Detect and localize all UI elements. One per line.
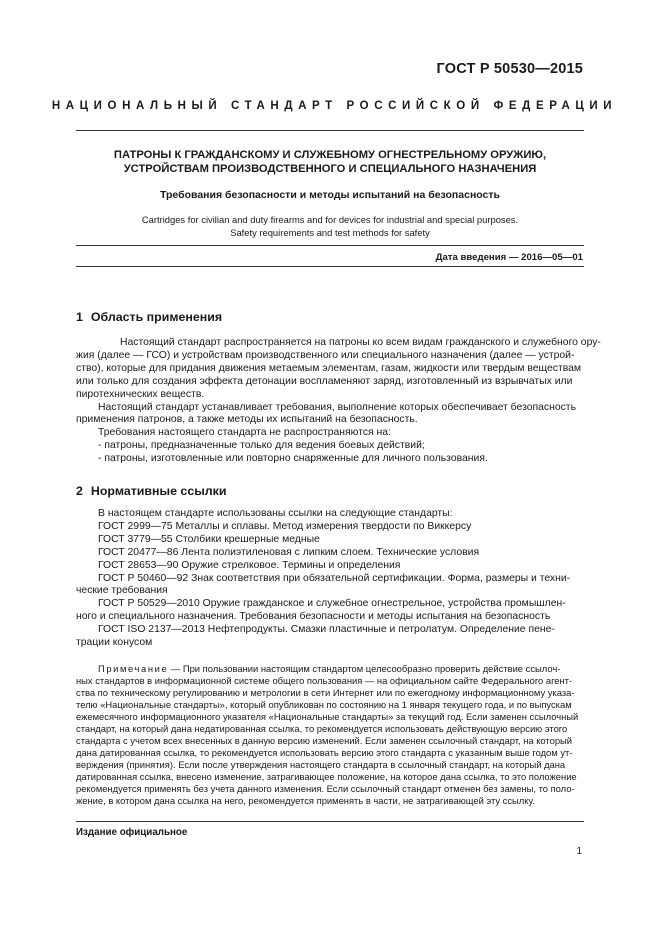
note-label: Примечание [98,663,169,674]
reference-item: ГОСТ ISO 2137—2013 Нефтепродукты. Смазки пластичные и петролатум. Определение пене- [98,624,555,636]
section-1-body [76,337,601,466]
divider [76,821,584,822]
text-line: или только для создания эффекта детонации воспламеняют заряд, изготовленный из взрывчатых или [76,375,573,387]
reference-item: трации конусом [76,637,153,649]
note-line: рекомендуется применять без учета данного изменения. Если ссылочный стандарт отменен без замены, то поло- [76,783,575,794]
introduction-date: Дата введения — 2016—05—01 [435,252,583,263]
english-title-line-2: Safety requirements and test methods for safety [230,226,430,238]
section-number: 1 [76,310,83,324]
reference-item: ГОСТ 3779—55 Столбики крешерные медные [98,533,320,545]
title-block [76,148,584,239]
note-line: телю «Национальные стандарты», который опубликован по состоянию на 1 января текущего года, и по выпускам [76,699,572,710]
text-line: В настоящем стандарте использованы ссылки на следующие стандарты: [98,508,453,519]
text-line: применения патронов, а также методы их испытаний на безопасность. [76,414,418,426]
text-line: Настоящий стандарт устанавливает требования, выполнение которых обеспечивает безопасность [98,401,576,413]
text-line: ство), которые для придания движения метаемым элементам, газам, жидкости или твердым веществам [76,362,582,374]
edition-label: Издание официальное [76,827,188,838]
note-line: верждения (принятия). Если после утверждения настоящего стандарта в ссылочный стандарт, на который дана [76,759,566,770]
national-standard-heading: НАЦИОНАЛЬНЫЙ СТАНДАРТ РОССИЙСКОЙ ФЕДЕРАЦИИ [51,100,618,112]
section-2-body [76,508,584,650]
note-line: ства по техническому регулированию и метрологии в сети Интернет или по ежегодному информационному указа- [76,687,575,698]
reference-item: ного и специального назначения. Требования безопасности и методы испытания на безопасность [76,611,551,623]
note-line: стандарт, на который дана недатированная ссылка, то рекомендуется использовать действующую версию этого [76,723,568,734]
section-title: Область применения [90,310,223,324]
text-line: жия (далее — ГСО) и устройствам производственного или специального назначения (далее — устрой- [76,349,575,361]
section-1-heading [76,311,584,324]
page-number: 1 [576,846,582,857]
text-line: пиротехнических веществ. [76,388,205,400]
reference-item: ческие требования [76,585,168,597]
section-number: 2 [76,484,83,498]
note-line: датированная ссылка, внесено изменение, затрагивающее положение, на которое дана ссылка, то это положение [76,771,577,782]
note-line: Примечание — При пользовании настоящим стандартом целесообразно проверить действие ссылоч- [98,663,561,674]
note-line: ежемесячного информационного указателя «Национальные стандарты» за текущий год. Если заменен ссылочный [76,711,579,722]
divider [76,130,584,131]
divider [76,266,584,267]
reference-item: ГОСТ 20477—86 Лента полиэтиленовая с липким слоем. Технические условия [98,546,480,558]
list-item: - патроны, изготовленные или повторно снаряженные для личного пользования. [98,453,488,465]
text-line: Требования настоящего стандарта не распространяются на: [98,427,391,439]
subtitle: Требования безопасности и методы испытаний на безопасность [159,189,500,201]
text-line: Настоящий стандарт распространяется на патроны ко всем видам гражданского и служебного ору- [120,337,601,348]
title-line-1: ПАТРОНЫ К ГРАЖДАНСКОМУ И СЛУЖЕБНОМУ ОГНЕСТРЕЛЬНОМУ ОРУЖИЮ, [113,149,547,161]
section-title: Нормативные ссылки [90,484,227,498]
divider [76,245,584,246]
reference-item: ГОСТ Р 50529—2010 Оружие гражданское и служебное огнестрельное, устройства промышлен- [98,598,566,610]
reference-item: ГОСТ 28653—90 Оружие стрелковое. Термины и определения [98,559,401,571]
note-block [76,663,584,807]
gost-number: ГОСТ Р 50530—2015 [436,61,583,77]
reference-item: ГОСТ Р 50460—92 Знак соответствия при обязательной сертификации. Форма, размеры и техни- [98,572,571,584]
note-line: жение, в котором дана ссылка на него, рекомендуется применять в части, не затрагивающей эту ссылку. [76,795,535,806]
note-line: дана датированная ссылка, то рекомендуется использовать версию этого стандарта с указанным выше годом ут- [76,747,573,758]
note-line: стандарта с учетом всех внесенных в данную версию изменений. Если заменен ссылочный стандарт, на который [76,735,573,746]
list-item: - патроны, предназначенные только для ведения боевых действий; [98,440,425,452]
title-line-2: УСТРОЙСТВАМ ПРОИЗВОДСТВЕННОГО И СПЕЦИАЛЬНОГО НАЗНАЧЕНИЯ [123,163,537,175]
section-2-heading [76,485,584,498]
note-line: ных стандартов в информационной системе общего пользования — на официальном сайте Федерального агент- [76,675,573,686]
reference-item: ГОСТ 2999—75 Металлы и сплавы. Метод измерения твердости по Виккерсу [98,520,472,532]
english-title-line-1: Cartridges for civilian and duty firearms and for devices for industrial and special purposes. [141,214,519,225]
